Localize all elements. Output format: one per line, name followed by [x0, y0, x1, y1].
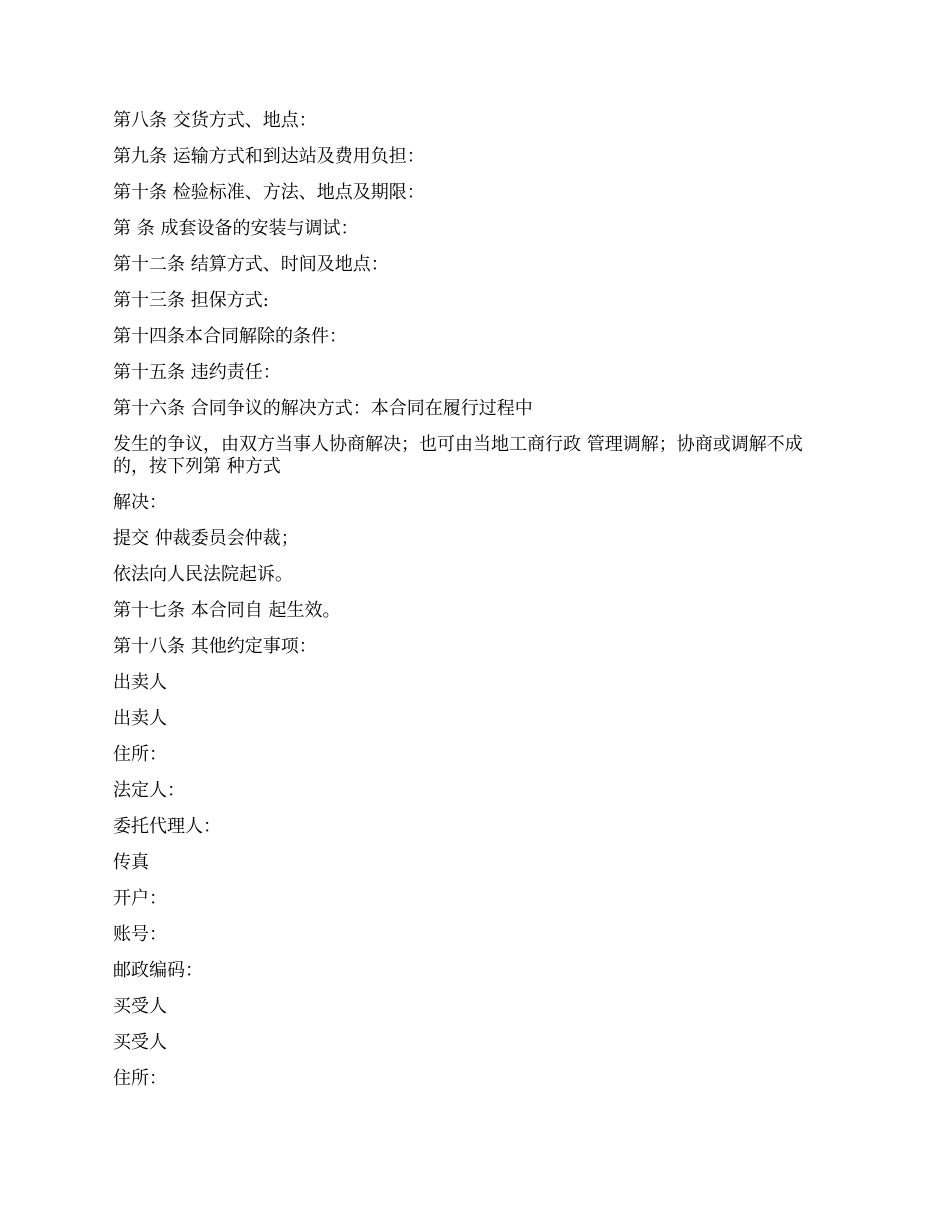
- clause-17-effective: 第十七条 本合同自 起生效。: [113, 600, 341, 621]
- buyer-address-label: 住所：: [113, 1068, 167, 1089]
- clause-16-resolve-label: 解决：: [113, 492, 167, 513]
- clause-9-transport: 第九条 运输方式和到达站及费用负担：: [113, 146, 425, 167]
- clause-16-option-arbitration: 提交 仲裁委员会仲裁；: [113, 528, 299, 549]
- buyer-heading: 买受人: [113, 996, 167, 1017]
- buyer-name-label: 买受人: [113, 1032, 167, 1053]
- clause-10-inspection: 第十条 检验标准、方法、地点及期限：: [113, 182, 425, 203]
- seller-name-label: 出卖人: [113, 708, 167, 729]
- seller-legal-rep-label: 法定人：: [113, 780, 185, 801]
- seller-postcode-label: 邮政编码：: [113, 960, 203, 981]
- clause-16-option-court: 依法向人民法院起诉。: [113, 564, 293, 585]
- clause-12-settlement: 第十二条 结算方式、时间及地点：: [113, 254, 389, 275]
- clause-11-installation: 第 条 成套设备的安装与调试：: [113, 218, 359, 239]
- seller-agent-label: 委托代理人：: [113, 816, 221, 837]
- document-body: [113, 110, 833, 1104]
- seller-bank-label: 开户：: [113, 888, 167, 909]
- seller-address-label: 住所：: [113, 744, 167, 765]
- clause-13-guarantee: 第十三条 担保方式:: [113, 290, 269, 311]
- clause-16-dispute: 第十六条 合同争议的解决方式：本合同在履行过程中: [113, 398, 533, 419]
- clause-18-other: 第十八条 其他约定事项：: [113, 636, 317, 657]
- seller-fax-label: 传真: [113, 852, 149, 873]
- clause-15-liability: 第十五条 违约责任：: [113, 362, 281, 383]
- seller-account-label: 账号：: [113, 924, 167, 945]
- clause-14-termination: 第十四条本合同解除的条件：: [113, 326, 347, 347]
- clause-16-dispute-detail: 发生的争议，由双方当事人协商解决；也可由当地工商行政 管理调解；协商或调解不成的，按下列第 种方式: [113, 434, 803, 477]
- clause-8-delivery: 第八条 交货方式、地点：: [113, 110, 317, 131]
- seller-heading: 出卖人: [113, 672, 167, 693]
